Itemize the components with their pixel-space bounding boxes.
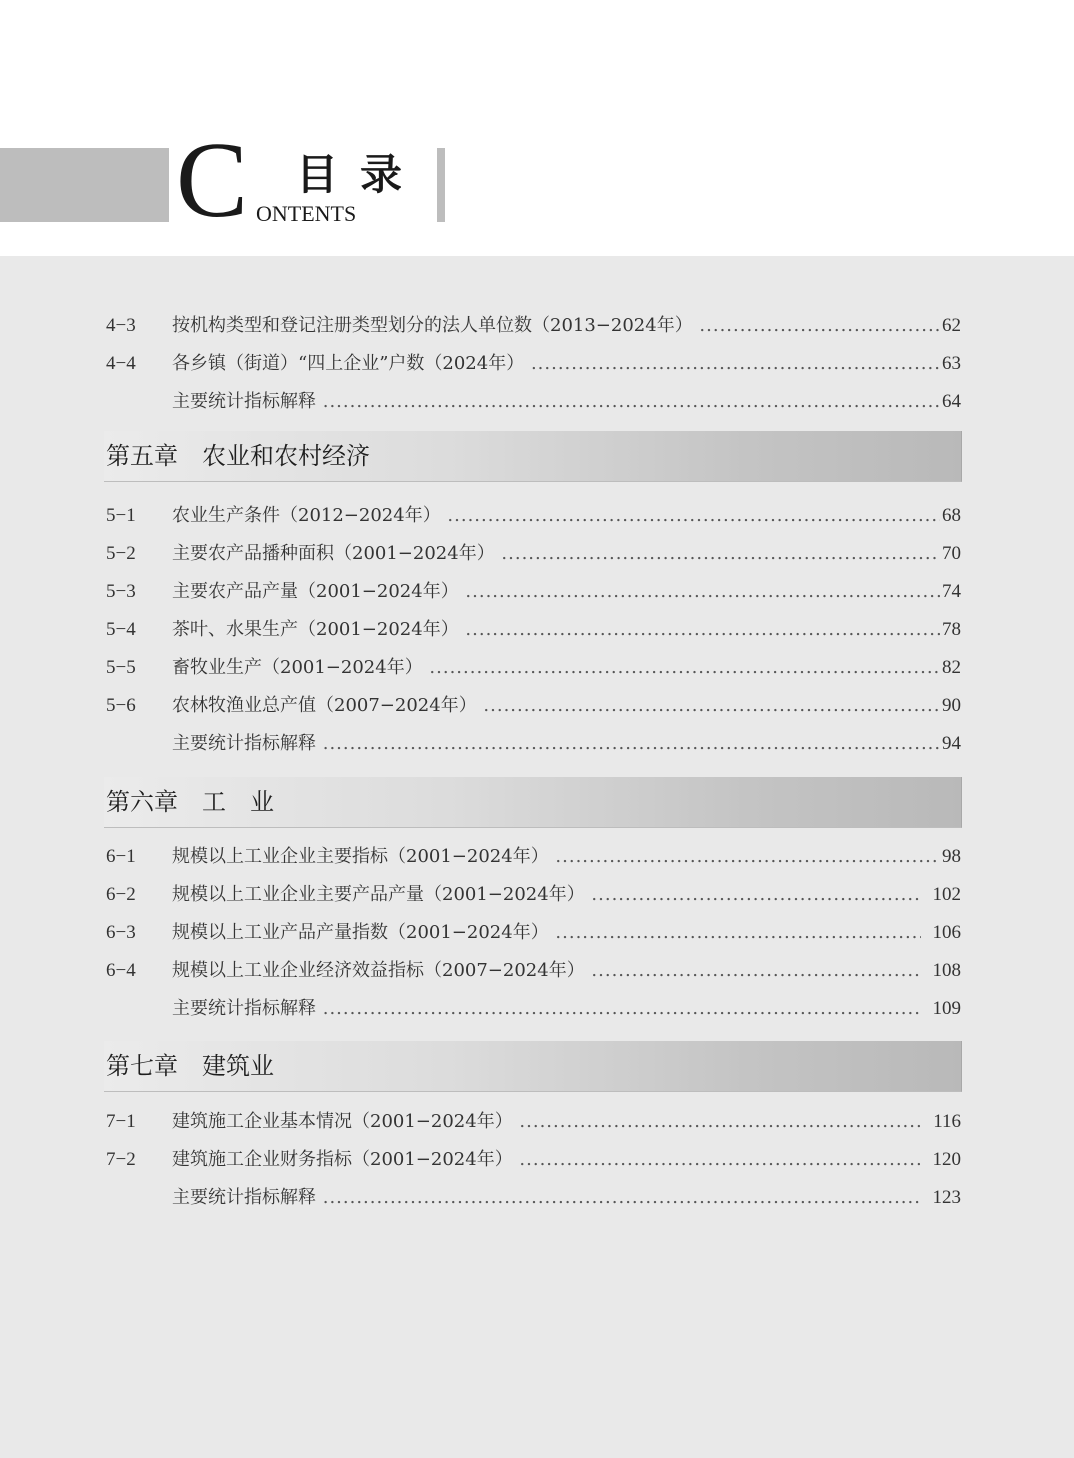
- toc-entry-page: 98: [940, 844, 961, 870]
- toc-entry-number: 4−3: [106, 315, 136, 336]
- chapter-heading: [104, 777, 962, 828]
- toc-entry-page: 123: [921, 1185, 962, 1211]
- toc-entry[interactable]: [106, 1147, 961, 1173]
- toc-entry-page: 74: [940, 579, 961, 605]
- toc-entry[interactable]: [106, 503, 961, 529]
- header-decor-endbar: [437, 148, 445, 222]
- toc-entry[interactable]: [106, 920, 961, 946]
- toc-entry-number: 6−1: [106, 846, 136, 867]
- toc-entry-title: 主要统计指标解释 .....: [172, 996, 961, 1022]
- toc-entry[interactable]: [106, 541, 961, 567]
- toc-entry-title: 农林牧渔业总产值（2007−2024年） .....: [172, 693, 961, 719]
- toc-entry-page: 109: [921, 996, 962, 1022]
- toc-entry-title: 各乡镇（街道）“四上企业”户数（2024年） .....: [172, 351, 961, 377]
- toc-entry-title: 主要农产品产量（2001−2024年） .....: [172, 579, 961, 605]
- toc-entry-title: 建筑施工企业基本情况（2001−2024年） .....: [172, 1109, 961, 1135]
- toc-entry[interactable]: [106, 844, 961, 870]
- toc-entry-title: 主要统计指标解释 .....: [172, 731, 961, 757]
- toc-entry-page: 90: [940, 693, 961, 719]
- toc-entry-number: 5−6: [106, 695, 136, 716]
- toc-entry-title: 规模以上工业企业主要产品产量（2001−2024年） .....: [172, 882, 961, 908]
- toc-entry-page: 68: [940, 503, 961, 529]
- toc-entry-number: 7−1: [106, 1111, 136, 1132]
- toc-entry[interactable]: [106, 313, 961, 339]
- toc-entry[interactable]: [106, 882, 961, 908]
- toc-entry-number: 6−3: [106, 922, 136, 943]
- toc-entry-page: 64: [940, 389, 961, 415]
- toc-entry[interactable]: [106, 1185, 961, 1211]
- toc-entry-number: 5−1: [106, 505, 136, 526]
- toc-entry-number: 5−5: [106, 657, 136, 678]
- toc-entry-title: 主要统计指标解释 .....: [172, 389, 961, 415]
- toc-entry-title: 建筑施工企业财务指标（2001−2024年） .....: [172, 1147, 961, 1173]
- toc-entry-number: 7−2: [106, 1149, 136, 1170]
- page-header: [0, 0, 1074, 256]
- contents-initial-letter: C: [176, 121, 249, 240]
- toc-entry-title: 茶叶、水果生产（2001−2024年） .....: [172, 617, 961, 643]
- chapter-title: 第七章 建筑业: [106, 1052, 274, 1080]
- chapter-title: 第六章 工 业: [106, 788, 274, 816]
- toc-entry-title: 畜牧业生产（2001−2024年） .....: [172, 655, 961, 681]
- toc-entry[interactable]: [106, 958, 961, 984]
- toc-body: [0, 256, 1074, 1458]
- toc-entry[interactable]: [106, 389, 961, 415]
- header-decor-bar: [0, 148, 169, 222]
- toc-entry-page: 70: [940, 541, 961, 567]
- toc-entry[interactable]: [106, 617, 961, 643]
- toc-entry-page: 82: [940, 655, 961, 681]
- toc-entry-page: 108: [921, 958, 962, 984]
- toc-entry-number: 5−4: [106, 619, 136, 640]
- contents-title-cn: 目录: [296, 150, 425, 199]
- toc-entry-number: 5−2: [106, 543, 136, 564]
- toc-entry-title: 农业生产条件（2012−2024年） .....: [172, 503, 961, 529]
- toc-entry[interactable]: [106, 579, 961, 605]
- toc-entry-title: 规模以上工业企业主要指标（2001−2024年） .....: [172, 844, 961, 870]
- toc-entry-page: 78: [940, 617, 961, 643]
- toc-entry-title: 按机构类型和登记注册类型划分的法人单位数（2013−2024年） .....: [172, 313, 961, 339]
- contents-title-en: ONTENTS: [256, 201, 357, 226]
- toc-entry-number: 6−4: [106, 960, 136, 981]
- toc-entry-title: 主要统计指标解释 .....: [172, 1185, 961, 1211]
- toc-entry-page: 63: [940, 351, 961, 377]
- toc-entry[interactable]: [106, 693, 961, 719]
- toc-entry-page: 120: [921, 1147, 962, 1173]
- chapter-heading: [104, 431, 962, 482]
- chapter-heading: [104, 1041, 962, 1092]
- toc-entry-title: 规模以上工业产品产量指数（2001−2024年） .....: [172, 920, 961, 946]
- toc-entry[interactable]: [106, 655, 961, 681]
- toc-entry-number: 5−3: [106, 581, 136, 602]
- chapter-title: 第五章 农业和农村经济: [106, 442, 370, 470]
- toc-entry-page: 62: [940, 313, 961, 339]
- toc-entry-title: 规模以上工业企业经济效益指标（2007−2024年） .....: [172, 958, 961, 984]
- toc-entry-page: 116: [921, 1109, 961, 1135]
- toc-entry[interactable]: [106, 731, 961, 757]
- toc-entry[interactable]: [106, 351, 961, 377]
- toc-entry-page: 94: [940, 731, 961, 757]
- toc-entry[interactable]: [106, 1109, 961, 1135]
- toc-entry-number: 6−2: [106, 884, 136, 905]
- toc-entry-page: 102: [921, 882, 962, 908]
- toc-entry-title: 主要农产品播种面积（2001−2024年） .....: [172, 541, 961, 567]
- toc-entry[interactable]: [106, 996, 961, 1022]
- toc-entry-page: 106: [921, 920, 962, 946]
- toc-entry-number: 4−4: [106, 353, 136, 374]
